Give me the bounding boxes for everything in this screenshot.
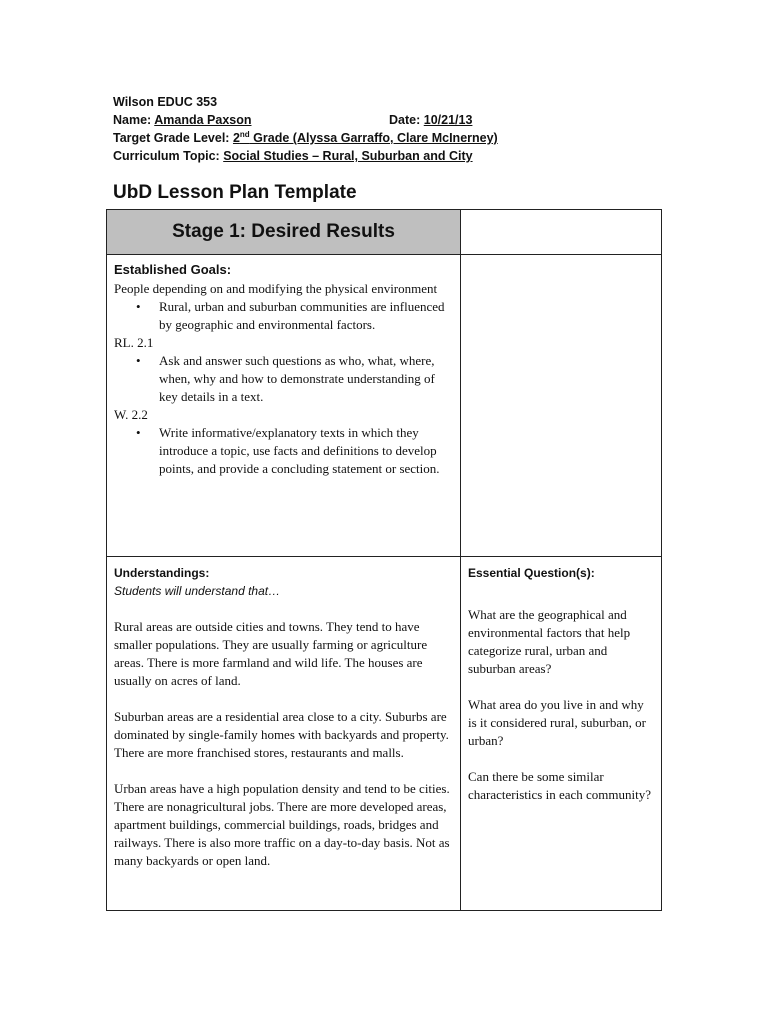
understandings-heading: Understandings: <box>114 566 210 580</box>
standard-rl: RL. 2.1 <box>114 335 154 350</box>
document-title: UbD Lesson Plan Template <box>113 182 357 203</box>
goal-bullet-2: • Ask and answer such questions as who, what, where, when, why and how to demonstrate understanding of key details in a text. <box>114 352 452 406</box>
goals-intro: People depending on and modifying the physical environment <box>114 281 438 296</box>
grade-label: Target Grade Level: <box>113 131 230 145</box>
lesson-plan-table <box>106 209 662 911</box>
essential-question-1: What are the geographical and environmental factors that help categorize rural, urban and suburban areas? <box>468 607 631 676</box>
understanding-suburban: Suburban areas are a residential area close to a city. Suburbs are dominated by single-family homes with backyards and property. There are more franchised stores, restaurants and malls. <box>114 709 449 760</box>
course-line <box>113 93 673 111</box>
date-value: 10/21/13 <box>423 113 473 127</box>
essential-questions-heading: Essential Question(s): <box>468 566 595 580</box>
essential-questions-cell <box>461 557 661 910</box>
goal-bullet-3: • Write informative/explanatory texts in which they introduce a topic, use facts and definitions to develop points, and provide a concluding statement or section. <box>114 424 452 478</box>
essential-question-3: Can there be some similar characteristics in each community? <box>468 769 652 802</box>
grade-number: 2 <box>232 131 240 145</box>
goals-list-1 <box>114 298 452 334</box>
grade-rest: Grade (Alyssa Garraffo, Clare McInerney) <box>249 131 498 145</box>
goals-heading: Established Goals: <box>114 262 232 277</box>
date-block <box>389 111 472 129</box>
goals-list-2 <box>114 352 452 406</box>
understandings-cell <box>107 557 460 910</box>
name-label: Name: <box>113 113 152 127</box>
grade-suffix: nd <box>239 129 250 139</box>
understanding-rural: Rural areas are outside cities and towns. They tend to have smaller populations. They are usually farming or agriculture areas. There is more farmland and wild life. The houses are usually on acres of land. <box>114 619 428 688</box>
understandings-subheading: Students will understand that… <box>114 584 281 598</box>
established-goals-cell <box>107 255 460 555</box>
goal-bullet-1: • Rural, urban and suburban communities are influenced by geographic and environmental factors. <box>114 298 452 334</box>
name-date-line <box>113 111 673 129</box>
standard-w: W. 2.2 <box>114 407 148 422</box>
topic-label: Curriculum Topic: <box>113 149 220 163</box>
course-code: Wilson EDUC 353 <box>113 95 218 109</box>
topic-value: Social Studies – Rural, Suburban and City <box>223 149 473 163</box>
date-label: Date: <box>389 113 421 127</box>
grade-line <box>113 129 673 147</box>
goals-list-3 <box>114 424 452 478</box>
understanding-urban: Urban areas have a high population density and tend to be cities. There are nonagricultural jobs. There are more developed areas, apartment buildings, commercial buildings, roads, bridges and railways. There is also more traffic on a day-to-day basis. Not as many backyards or open land. <box>114 781 450 868</box>
document-header <box>113 93 673 165</box>
stage-heading: Stage 1: Desired Results <box>107 210 460 254</box>
essential-question-2: What area do you live in and why is it considered rural, suburban, or urban? <box>468 697 646 748</box>
topic-line <box>113 147 673 165</box>
name-value: Amanda Paxson <box>154 113 252 127</box>
grade-value <box>233 131 498 145</box>
